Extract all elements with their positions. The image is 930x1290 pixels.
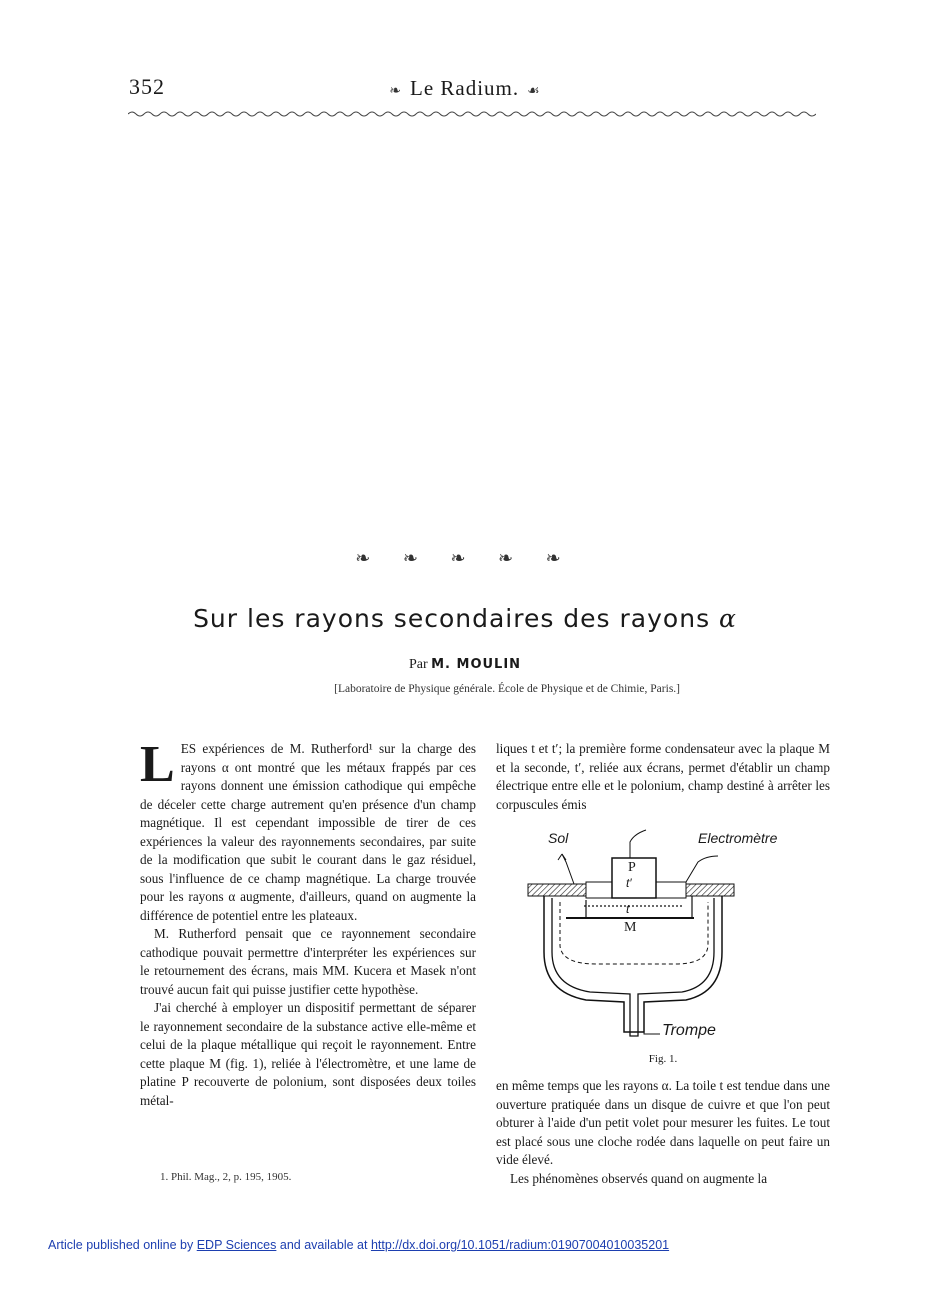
- footnote: 1. Phil. Mag., 2, p. 195, 1905.: [160, 1171, 292, 1183]
- figure-1-diagram: [526, 822, 778, 1046]
- label-trompe: Trompe: [662, 1022, 716, 1039]
- affiliation: [Laboratoire de Physique générale. École de Physique et de Chimie, Paris.]: [334, 683, 680, 695]
- byline: [0, 657, 930, 673]
- label-t-prime: t′: [626, 876, 632, 890]
- doi-link[interactable]: http://dx.doi.org/10.1051/radium:01907004010035201: [370, 1238, 670, 1252]
- page-number: 352: [129, 74, 165, 99]
- article-title-alpha: α: [719, 604, 737, 633]
- right-bottom-paragraph-1: en même temps que les rayons α. La toile t est tendue dans une ouverture pratiquée dans un disque de cuivre et que l'on peut obturer à l'aide d'un petit volet pour mesurer les fuites. Le tout est placé sous une cloche rodée dans laquelle on peut faire un vide élevé.: [496, 1078, 830, 1167]
- right-top-text: liques t et t′; la première forme condensateur avec la plaque M et la seconde, t′, reliée aux écrans, permet d'établir un champ électrique entre elle et le polonium, champ destiné à arrêter les corpuscules émis: [496, 741, 830, 812]
- figure-caption-text: Fig. 1.: [648, 1053, 678, 1065]
- ornament-right-icon: ☙: [527, 84, 541, 99]
- section-ornament-icon: ❧ ❧ ❧ ❧ ❧: [355, 548, 575, 568]
- label-m: M: [624, 920, 637, 935]
- paragraph-3: J'ai cherché à employer un dispositif permettant de séparer le rayonnement secondaire de la substance active elle-même et celui de la plaque métallique qui reçoit le rayonnement. Entre cette plaque M (fig. 1), reliée à l'électromètre, et une lame de platine P recouverte de polonium, sont disposées deux toiles métal-: [140, 1000, 476, 1108]
- ornament-left-icon: ❧: [389, 84, 402, 99]
- footer-middle: and available at: [279, 1238, 368, 1252]
- running-header: [0, 76, 930, 101]
- right-column-top: [496, 740, 830, 814]
- author-name: M. MOULIN: [431, 657, 522, 672]
- right-bottom-paragraph-2: Les phénomènes observés quand on augmente la: [510, 1170, 768, 1186]
- journal-name: Le Radium.: [410, 76, 520, 100]
- figure-caption: [0, 1053, 930, 1065]
- label-p: P: [628, 860, 636, 875]
- article-title-text: Sur les rayons secondaires des rayons: [193, 604, 711, 633]
- header-decorative-rule: [128, 110, 816, 118]
- label-electrometre: Electromètre: [698, 830, 778, 846]
- article-title: [0, 604, 930, 633]
- paragraph-1: [140, 736, 476, 925]
- paragraph-2: M. Rutherford pensait que ce rayonnement secondaire cathodique pouvait permettre d'interpréter les expériences sur le retournement des écrans, mais MM. Kucera et Masek n'ont trouvé aucun fait qui puisse justifier cette hypothèse.: [140, 926, 476, 997]
- drop-cap: L: [140, 736, 175, 793]
- right-column-bottom: [496, 1077, 830, 1188]
- footer: [48, 1238, 669, 1252]
- byline-prefix: Par: [408, 657, 428, 672]
- label-t: t: [626, 902, 630, 916]
- footer-prefix: Article published online by: [48, 1238, 194, 1252]
- publisher-link[interactable]: EDP Sciences: [196, 1238, 277, 1252]
- paragraph-1-text: ES expériences de M. Rutherford¹ sur la charge des rayons α ont montré que les métaux frappés par ces rayons donnent une émission cathodique qui empêche de déceler cette charge autrement qu'en présence d'un champ magnétique. Il est cependant impossible de tirer de ces expériences la valeur des rayonnements secondaires, par suite de la modification que subit le courant dans le gaz résiduel, sous l'influence de ce champ magnétique. La charge trouvée pour les rayons α augmente, d'ailleurs, quand on augmente la différence de potentiel entre les plateaux.: [140, 741, 476, 923]
- label-sol: Sol: [548, 830, 569, 846]
